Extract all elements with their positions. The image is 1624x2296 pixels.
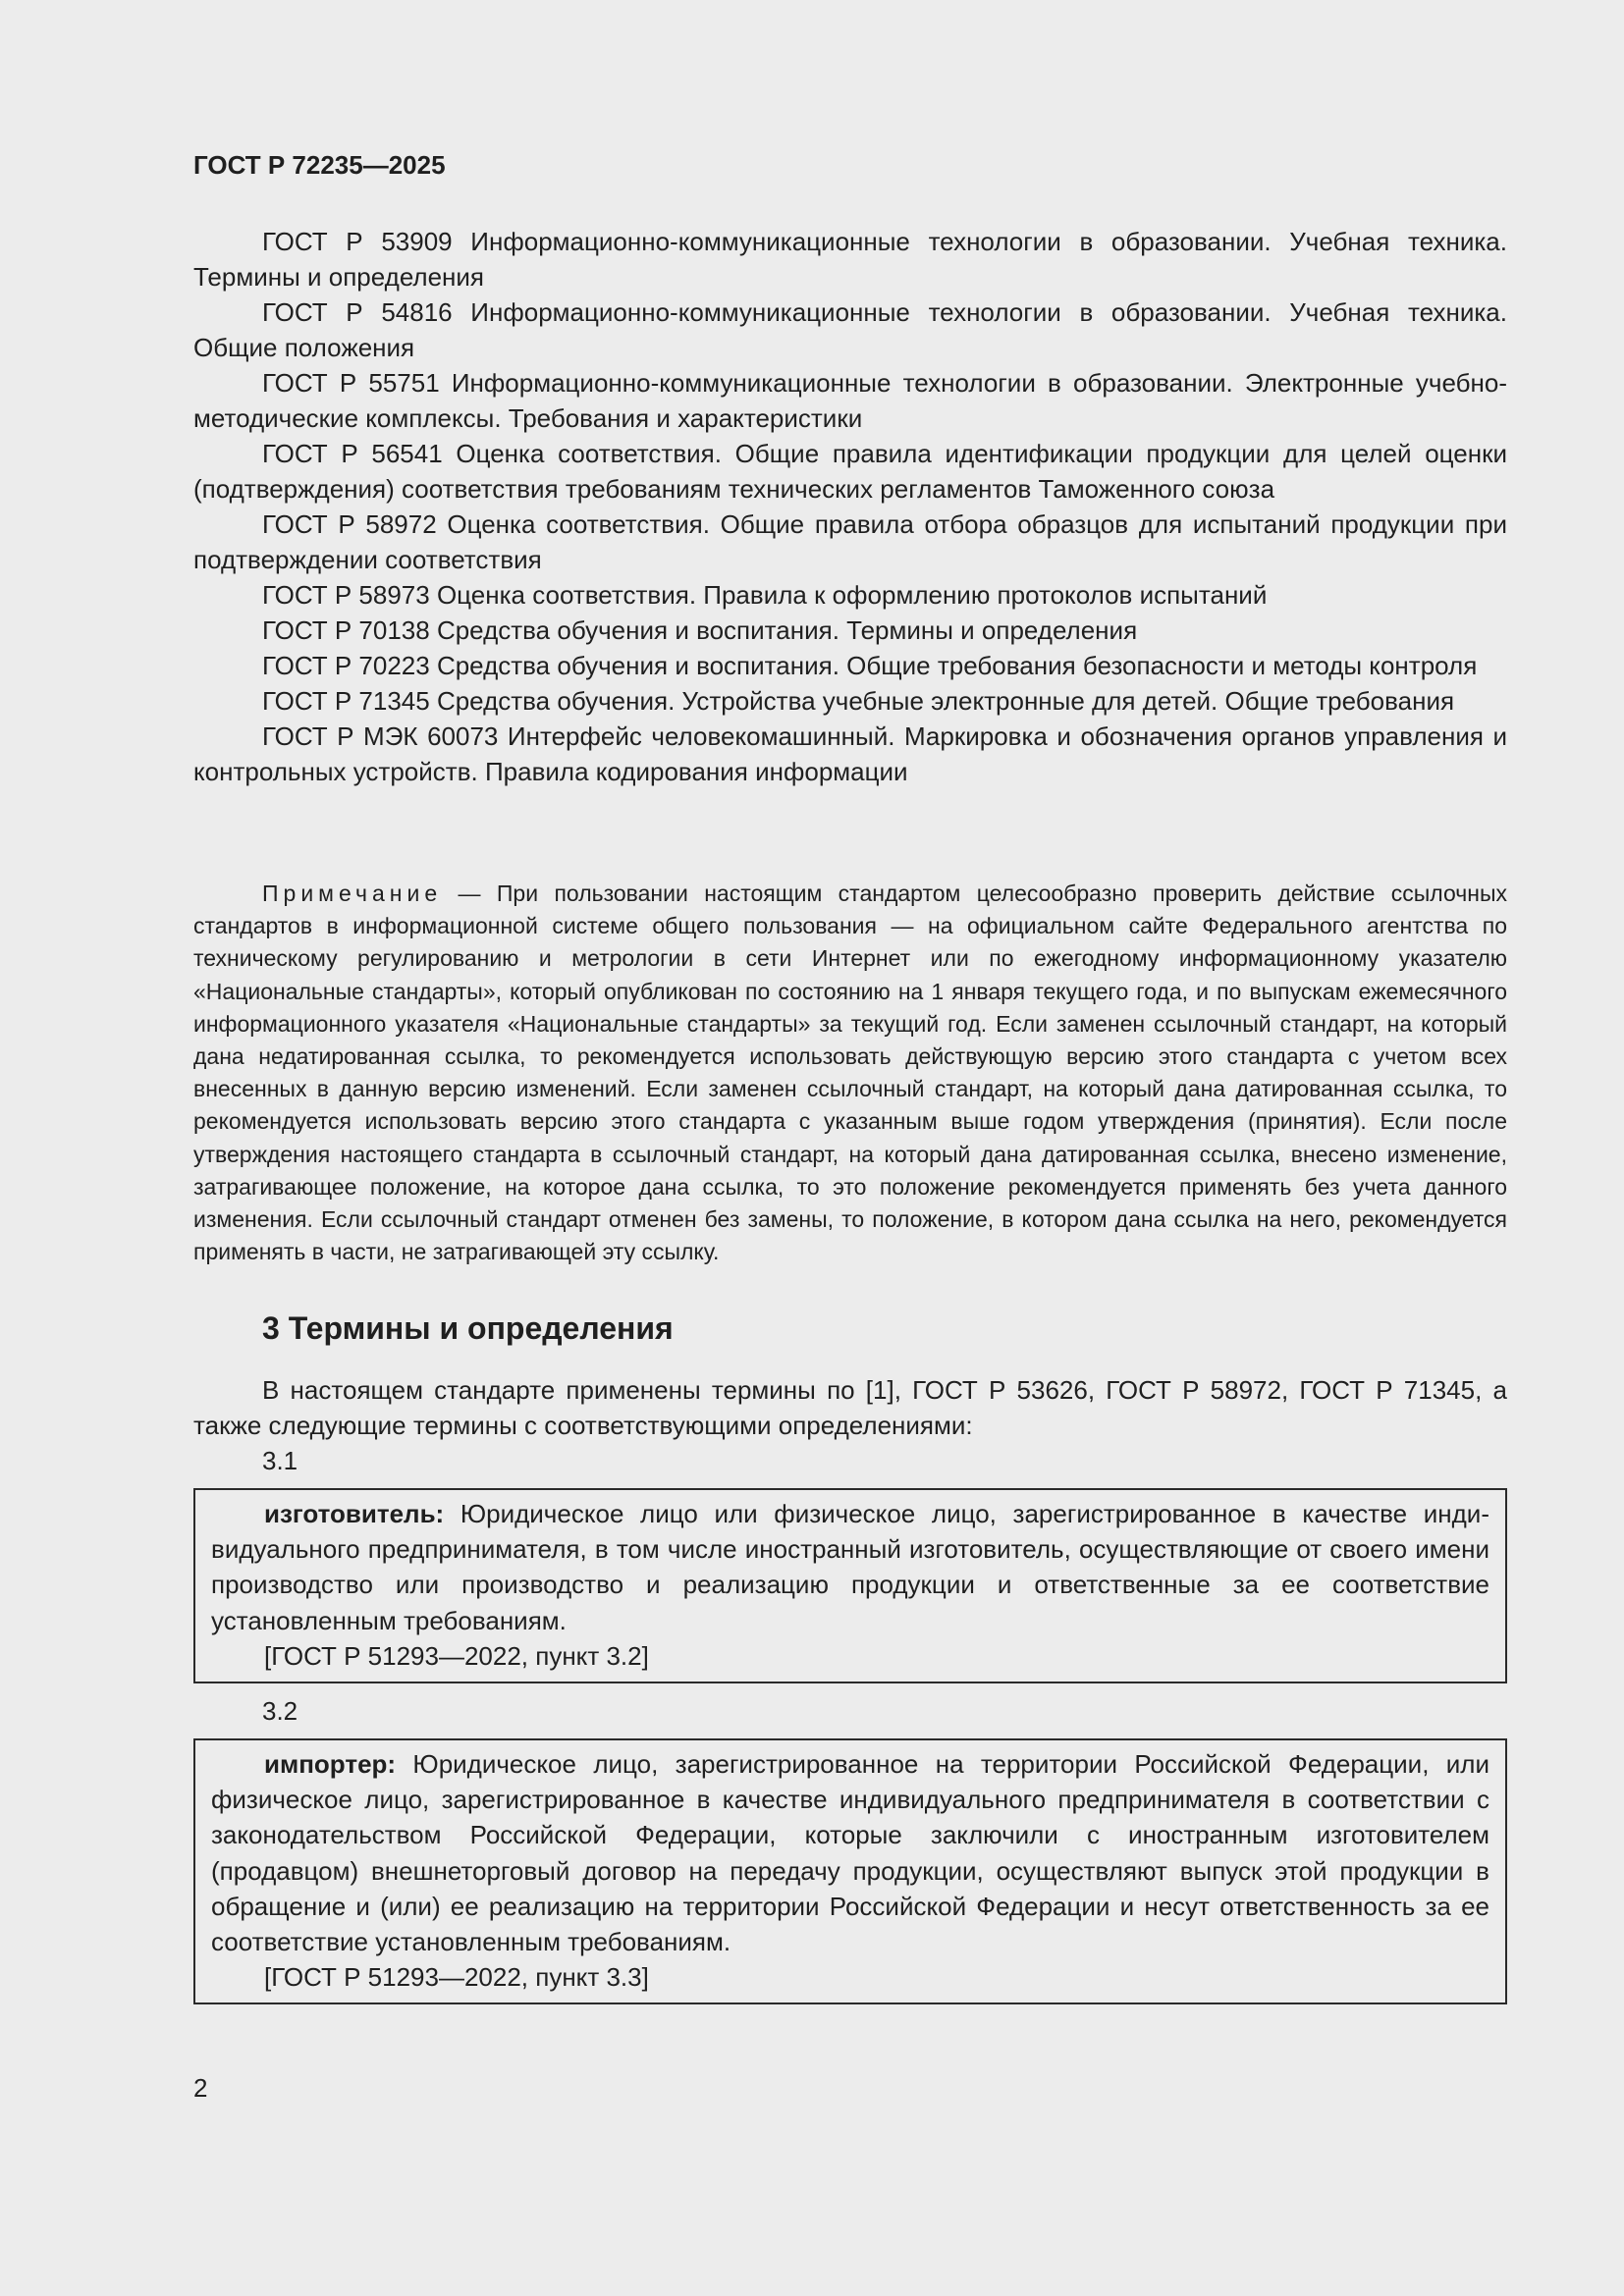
term-number: 3.2 [262, 1696, 298, 1726]
reference-item: ГОСТ Р 71345 Средства обучения. Устройства учебные электронные для детей. Общие требования [262, 686, 1455, 716]
term-definition-box [193, 1738, 1507, 2004]
reference-item: ГОСТ Р 70138 Средства обучения и воспитания. Термины и определения [262, 615, 1138, 645]
references-note [193, 878, 1507, 1268]
note-text: — При пользовании настоящим стандартом целесообразно проверить действие ссылочных стандартов в информационной системе общего пользования — на официальном сайте Федерального агентства по техническому регулированию и метрологии в сети Интернет или по ежегодному информационному указателю «Национальные стандарты», который опубликован по состоянию на 1 января текущего года, и по выпускам ежемесячного информационного указателя «Национальные стандарты» за текущий год. Если заменен ссылочный стандарт, на который дана недатированная ссылка, то рекомендуется использовать действующую версию этого стандарта с учетом всех внесенных в данную версию изменений. Если заменен ссылочный стандарт, на который дана датированная ссылка, то рекомендуется использовать версию этого стандарта с указанным выше годом утверждения (принятия). Если после утверждения настоящего стандарта в ссылочный стандарт, на который дана датированная ссылка, внесено изменение, затрагивающее положение, на которое дана ссылка, то это положение рекомендуется применять без учета данного изменения. Если ссылочный стандарт отменен без замены, то положение, в котором дана ссылка на него, рекомендуется применять в части, не затрагивающей эту ссылку. [193, 881, 1507, 1265]
term-definition [211, 1496, 1489, 1638]
term-number: 3.1 [262, 1446, 298, 1475]
section-intro: В настоящем стандарте применены термины по [1], ГОСТ Р 53626, ГОСТ Р 58972, ГОСТ Р 71345, а также следующие термины с соответствующими определениями: [193, 1375, 1507, 1440]
section-title: 3 Термины и определения [262, 1310, 674, 1346]
term-definition-text: Юридическое лицо или физическое лицо, зарегистрированное в качестве индивидуального предпринимателя, в том числе иностранный изготовитель, осуществляющие от своего имени производство или производство и реализацию продукции и ответственные за ее соответствие установленным требованиям. [211, 1499, 1489, 1635]
document-header-id: ГОСТ Р 72235—2025 [193, 150, 446, 180]
note-label: Примечание [262, 881, 443, 906]
term-name: импортер: [264, 1749, 397, 1779]
normative-references-list [193, 224, 1507, 789]
term-definition [211, 1746, 1489, 1959]
term-source: [ГОСТ Р 51293—2022, пункт 3.2] [264, 1640, 649, 1671]
term-definition-box [193, 1488, 1507, 1683]
reference-item: ГОСТ Р 70223 Средства обучения и воспитания. Общие требования безопасности и методы контроля [262, 651, 1478, 680]
reference-item: ГОСТ Р МЭК 60073 Интерфейс человекомашинный. Маркировка и обозначения органов управления и контрольных устройств. Правила кодирования информации [193, 721, 1507, 786]
reference-item: ГОСТ Р 55751 Информационно-коммуникационные технологии в образовании. Электронные учебно-методические комплексы. Требования и характеристики [193, 368, 1507, 433]
term-source: [ГОСТ Р 51293—2022, пункт 3.3] [264, 1962, 649, 1993]
term-name: изготовитель: [264, 1499, 445, 1528]
term-definition-text: Юридическое лицо, зарегистрированное на территории Российской Федерации, или физическое лицо, зарегистрированное в качестве индивидуального предпринимателя в соответствии с законодательством Российской Федерации, которые заключили с иностранным изготовителем (продавцом) внешнеторговый договор на передачу продукции, осуществляют выпуск этой продукции в обращение и (или) ее реализацию на территории Российской Федерации и несут ответственность за ее соответствие установленным требованиям. [211, 1749, 1489, 1957]
page-number: 2 [193, 2073, 208, 2103]
reference-item: ГОСТ Р 58972 Оценка соответствия. Общие правила отбора образцов для испытаний продукции при подтверждении соответствия [193, 509, 1507, 574]
reference-item: ГОСТ Р 54816 Информационно-коммуникационные технологии в образовании. Учебная техника. Общие положения [193, 297, 1507, 362]
reference-item: ГОСТ Р 56541 Оценка соответствия. Общие правила идентификации продукции для целей оценки (подтверждения) соответствия требованиям технических регламентов Таможенного союза [193, 439, 1507, 504]
reference-item: ГОСТ Р 58973 Оценка соответствия. Правила к оформлению протоколов испытаний [262, 580, 1268, 610]
reference-item: ГОСТ Р 53909 Информационно-коммуникационные технологии в образовании. Учебная техника. Термины и определения [193, 227, 1507, 292]
